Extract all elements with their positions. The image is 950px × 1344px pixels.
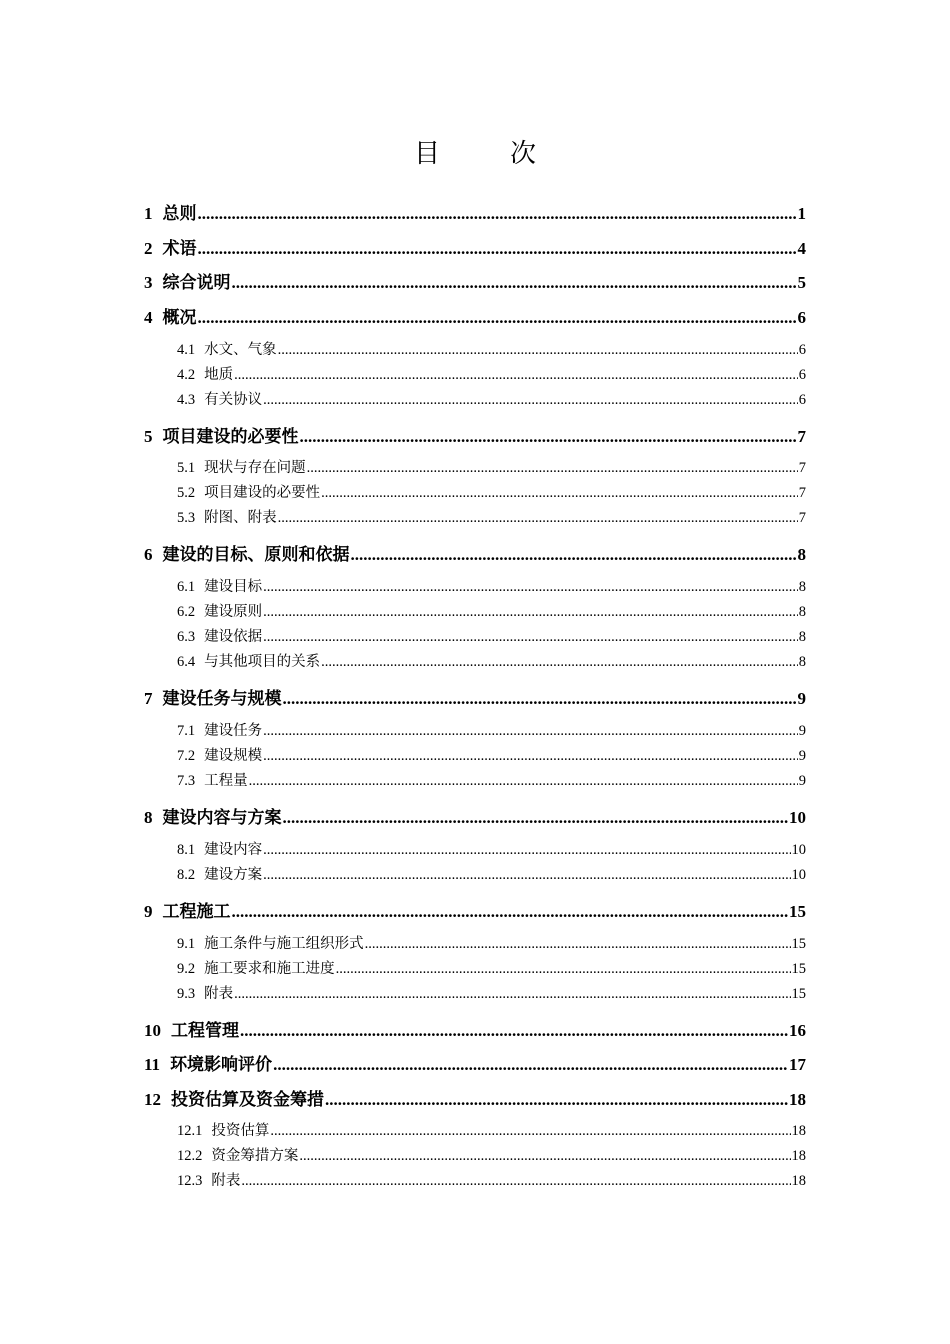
toc-entry-number: 12 — [144, 1090, 161, 1109]
toc-section-entry[interactable] — [177, 338, 806, 358]
toc-page-number: 8 — [798, 629, 806, 645]
toc-entry-number: 6.4 — [177, 654, 196, 670]
toc-page-number: 7 — [797, 427, 806, 446]
toc-page-number: 6 — [798, 342, 806, 358]
toc-section-entry[interactable] — [177, 719, 806, 739]
toc-entry-number: 12.2 — [177, 1148, 203, 1164]
toc-entry-number: 12.1 — [177, 1123, 203, 1139]
toc-entry-title: 水文、气象 — [204, 342, 277, 358]
toc-entry-title: 工程施工 — [162, 902, 231, 921]
toc-entry-number: 5 — [144, 427, 153, 446]
toc-entry-number: 4 — [144, 308, 153, 327]
toc-entry-title: 综合说明 — [162, 273, 231, 292]
toc-section-entry[interactable] — [177, 744, 806, 764]
toc-dot-leader — [273, 1055, 788, 1075]
toc-dot-leader — [263, 748, 798, 765]
toc-section-entry[interactable] — [177, 1119, 806, 1139]
toc-entry-number: 11 — [144, 1055, 161, 1074]
toc-dot-leader — [321, 654, 798, 671]
toc-entry-number: 8 — [144, 808, 153, 827]
toc-dot-leader — [283, 689, 797, 709]
toc-entry-number: 12.3 — [177, 1173, 203, 1189]
toc-entry-title: 与其他项目的关系 — [204, 654, 321, 670]
toc-page-number: 8 — [798, 654, 806, 670]
toc-chapter-entry[interactable] — [144, 234, 806, 258]
toc-section-entry[interactable] — [177, 363, 806, 383]
toc-dot-leader — [263, 723, 798, 740]
toc-page-number: 10 — [789, 808, 806, 827]
toc-entry-number: 4.2 — [177, 367, 196, 383]
toc-entry-number: 4.1 — [177, 342, 196, 358]
toc-page-number: 5 — [797, 273, 806, 292]
toc-dot-leader — [351, 545, 797, 565]
toc-entry-number: 5.3 — [177, 510, 196, 526]
toc-chapter-entry[interactable] — [144, 803, 806, 827]
toc-entry-title: 附表 — [211, 1173, 241, 1189]
page-title: 目 次 — [413, 139, 558, 168]
toc-dot-leader — [263, 842, 790, 859]
toc-entry-title: 建设任务与规模 — [162, 689, 282, 708]
toc-dot-leader — [263, 604, 798, 621]
toc-section-entry[interactable] — [177, 1169, 806, 1189]
toc-page-number: 15 — [789, 902, 806, 921]
toc-page-number: 7 — [798, 485, 806, 501]
toc-entry-number: 8.1 — [177, 842, 196, 858]
toc-entry-title: 资金筹措方案 — [211, 1148, 299, 1164]
toc-dot-leader — [234, 367, 798, 384]
toc-page-number: 8 — [798, 579, 806, 595]
toc-page-number: 18 — [791, 1148, 806, 1164]
toc-page-number: 6 — [797, 308, 806, 327]
toc-chapter-entry[interactable] — [144, 422, 806, 446]
toc-section-entry[interactable] — [177, 575, 806, 595]
toc-dot-leader — [198, 308, 797, 328]
toc-page-number: 9 — [798, 723, 806, 739]
toc-entry-title: 环境影响评价 — [170, 1055, 273, 1074]
toc-dot-leader — [321, 485, 798, 502]
toc-section-entry[interactable] — [177, 769, 806, 789]
toc-entry-title: 投资估算 — [211, 1123, 270, 1139]
toc-chapter-entry[interactable] — [144, 684, 806, 708]
toc-entry-number: 3 — [144, 273, 153, 292]
toc-page-number: 10 — [791, 842, 806, 858]
toc-page-number: 18 — [791, 1123, 806, 1139]
toc-entry-title: 工程管理 — [171, 1021, 239, 1040]
toc-entry-title: 总则 — [162, 204, 197, 223]
toc-entry-title: 地质 — [204, 367, 234, 383]
toc-chapter-entry[interactable] — [144, 1085, 806, 1109]
toc-dot-leader — [278, 510, 798, 527]
toc-entry-title: 工程量 — [204, 773, 248, 789]
toc-dot-leader — [240, 1021, 788, 1041]
toc-dot-leader — [263, 867, 790, 884]
toc-entry-number: 9 — [144, 902, 153, 921]
toc-entry-number: 7 — [144, 689, 153, 708]
toc-dot-leader — [278, 342, 798, 359]
toc-page-number: 7 — [798, 510, 806, 526]
toc-section-entry[interactable] — [177, 456, 806, 476]
toc-entry-title: 施工条件与施工组织形式 — [204, 936, 364, 952]
toc-dot-leader — [249, 773, 798, 790]
toc-dot-leader — [283, 808, 789, 828]
toc-page-number: 9 — [798, 773, 806, 789]
toc-section-entry[interactable] — [177, 838, 806, 858]
toc-dot-leader — [232, 273, 797, 293]
toc-page-number: 16 — [789, 1021, 806, 1040]
toc-entry-title: 建设规模 — [204, 748, 263, 764]
toc-dot-leader — [232, 902, 789, 922]
toc-entry-number: 7.3 — [177, 773, 196, 789]
toc-page-number: 1 — [797, 204, 806, 223]
toc-page-number: 9 — [798, 748, 806, 764]
toc-entry-number: 9.1 — [177, 936, 196, 952]
toc-entry-number: 2 — [144, 239, 153, 258]
toc-entry-title: 建设目标 — [204, 579, 263, 595]
toc-chapter-entry[interactable] — [144, 303, 806, 327]
toc-entry-title: 建设依据 — [204, 629, 263, 645]
toc-chapter-entry[interactable] — [144, 268, 806, 292]
toc-section-entry[interactable] — [177, 625, 806, 645]
toc-entry-title: 投资估算及资金筹措 — [171, 1090, 324, 1109]
toc-page-number: 8 — [797, 545, 806, 564]
toc-page-number: 6 — [798, 392, 806, 408]
toc-dot-leader — [198, 239, 797, 259]
toc-section-entry[interactable] — [177, 932, 806, 952]
toc-page-number: 18 — [791, 1173, 806, 1189]
toc-dot-leader — [241, 1173, 790, 1190]
toc-section-entry[interactable] — [177, 481, 806, 501]
toc-page-number: 7 — [798, 460, 806, 476]
toc-entry-number: 6.2 — [177, 604, 196, 620]
toc-section-entry[interactable] — [177, 650, 806, 670]
toc-entry-title: 术语 — [162, 239, 197, 258]
toc-dot-leader — [234, 986, 790, 1003]
toc-section-entry[interactable] — [177, 600, 806, 620]
toc-dot-leader — [263, 579, 798, 596]
toc-entry-title: 建设原则 — [204, 604, 263, 620]
toc-chapter-entry[interactable] — [144, 1016, 806, 1040]
toc-entry-title: 项目建设的必要性 — [162, 427, 299, 446]
toc-chapter-entry[interactable] — [144, 540, 806, 564]
toc-entry-number: 6 — [144, 545, 153, 564]
toc-entry-number: 10 — [144, 1021, 161, 1040]
toc-entry-number: 7.1 — [177, 723, 196, 739]
toc-entry-title: 项目建设的必要性 — [204, 485, 321, 501]
toc-entry-title: 附图、附表 — [204, 510, 277, 526]
toc-entry-number: 8.2 — [177, 867, 196, 883]
toc-section-entry[interactable] — [177, 506, 806, 526]
toc-dot-leader — [336, 961, 791, 978]
toc-entry-title: 建设内容 — [204, 842, 263, 858]
toc-chapter-entry[interactable] — [144, 897, 806, 921]
toc-entry-number: 5.1 — [177, 460, 196, 476]
toc-entry-title: 有关协议 — [204, 392, 263, 408]
toc-entry-number: 1 — [144, 204, 153, 223]
toc-section-entry[interactable] — [177, 863, 806, 883]
toc-page-number: 17 — [789, 1055, 806, 1074]
toc-entry-number: 5.2 — [177, 485, 196, 501]
toc-dot-leader — [307, 460, 798, 477]
toc-dot-leader — [263, 629, 798, 646]
toc-dot-leader — [365, 936, 791, 953]
toc-entry-title: 建设内容与方案 — [162, 808, 282, 827]
toc-entry-number: 9.2 — [177, 961, 196, 977]
toc-entry-title: 概况 — [162, 308, 197, 327]
toc-section-entry[interactable] — [177, 388, 806, 408]
toc-page-number: 18 — [789, 1090, 806, 1109]
toc-entry-number: 9.3 — [177, 986, 196, 1002]
toc-page-number: 4 — [797, 239, 806, 258]
toc-page-number: 15 — [791, 961, 806, 977]
toc-section-entry[interactable] — [177, 957, 806, 977]
toc-page-number: 8 — [798, 604, 806, 620]
toc-page-number: 15 — [791, 936, 806, 952]
toc-entry-number: 6.1 — [177, 579, 196, 595]
toc-chapter-entry[interactable] — [144, 1050, 806, 1074]
toc-dot-leader — [270, 1123, 790, 1140]
toc-entry-title: 施工要求和施工进度 — [204, 961, 335, 977]
toc-entry-title: 附表 — [204, 986, 234, 1002]
toc-section-entry[interactable] — [177, 1144, 806, 1164]
toc-page-number: 6 — [798, 367, 806, 383]
toc-dot-leader — [299, 1148, 790, 1165]
toc-entry-number: 6.3 — [177, 629, 196, 645]
toc-entry-title: 建设任务 — [204, 723, 263, 739]
toc-dot-leader — [300, 427, 797, 447]
toc-entry-title: 建设方案 — [204, 867, 263, 883]
toc-dot-leader — [325, 1090, 788, 1110]
toc-chapter-entry[interactable] — [144, 199, 806, 223]
toc-dot-leader — [198, 204, 797, 224]
toc-entry-number: 4.3 — [177, 392, 196, 408]
toc-dot-leader — [263, 392, 798, 409]
toc-entry-title: 建设的目标、原则和依据 — [162, 545, 350, 564]
toc-page-number: 15 — [791, 986, 806, 1002]
toc-entry-title: 现状与存在问题 — [204, 460, 306, 476]
toc-page-number: 10 — [791, 867, 806, 883]
toc-entry-number: 7.2 — [177, 748, 196, 764]
toc-page-number: 9 — [797, 689, 806, 708]
toc-section-entry[interactable] — [177, 982, 806, 1002]
